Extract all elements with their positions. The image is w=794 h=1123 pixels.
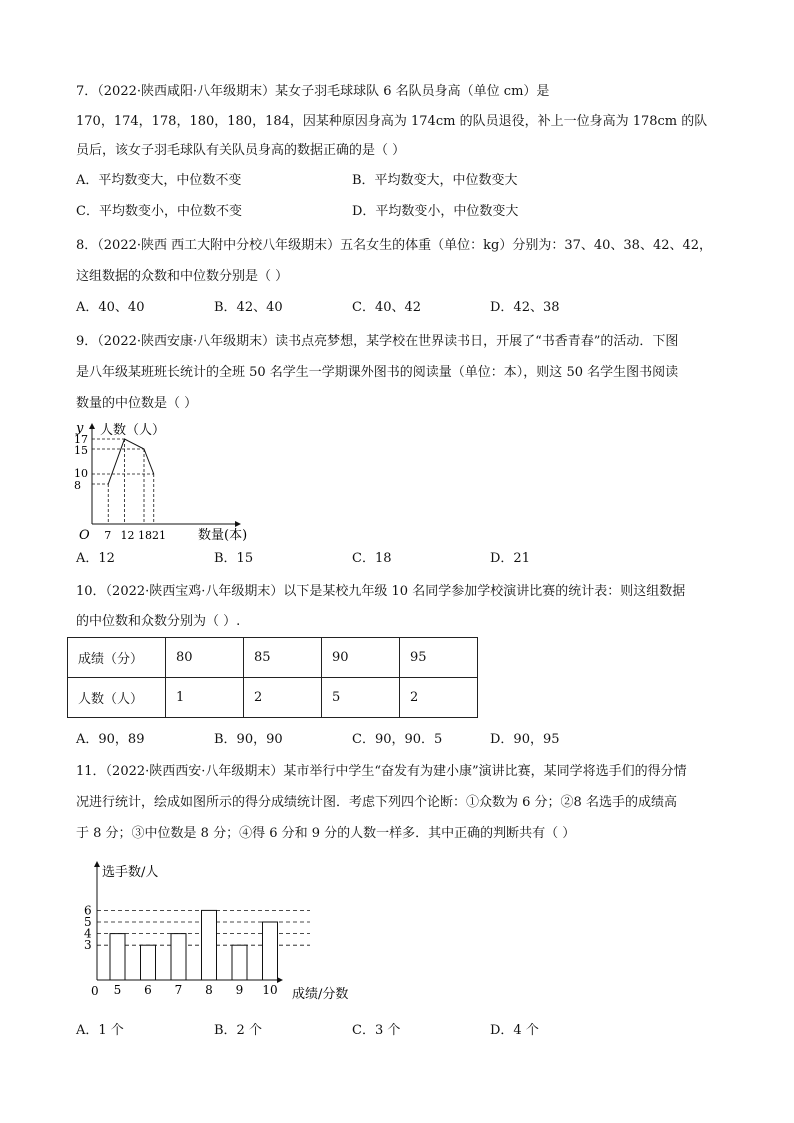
q9-stem-line1: 9．（2022·陕西安康·八年级期末）读书点亮梦想，某学校在世界读书日，开展了“书香青春”的活动．下图 — [76, 334, 679, 349]
q8-option-b[interactable]: B．42、40 — [214, 300, 283, 315]
q9-x-tick-label: 1821 — [138, 529, 166, 542]
q8-option-a[interactable]: A．40、40 — [76, 300, 145, 315]
q11-y-tick-label: 3 — [84, 938, 92, 953]
q11-bar — [171, 934, 186, 980]
q11-y-tick-label: 6 — [84, 903, 92, 918]
q11-origin-label: 0 — [91, 984, 99, 998]
q11-x-tick-label: 7 — [174, 983, 183, 997]
table-cell: 2 — [244, 678, 322, 718]
q9-y-tick-label: 10 — [74, 467, 88, 480]
q10-stem-line2: 的中位数和众数分别为（ ）. — [76, 614, 241, 629]
q11-stem-line2: 况进行统计，绘成如图所示的得分成绩统计图．考虑下列四个论断：①众数为 6 分；②8 名选手的成绩高 — [76, 795, 677, 810]
q9-stem-line2: 是八年级某班班长统计的全班 50 名学生一学期课外图书的阅读量（单位：本），则这 50 名学生图书阅读 — [76, 365, 679, 380]
q7-stem-line1: 7．（2022·陕西咸阳·八年级期末）某女子羽毛球球队 6 名队员身高（单位 cm）是 — [76, 84, 550, 99]
q7-stem-line3: 员后，该女子羽毛球队有关队员身高的数据正确的是（ ） — [76, 143, 406, 158]
table-cell: 80 — [166, 638, 244, 678]
q8-stem-line2: 这组数据的众数和中位数分别是（ ） — [76, 269, 289, 284]
q11-y-tick-label: 5 — [84, 915, 92, 929]
q9-y-label: 人数（人） — [100, 423, 166, 438]
table-cell: 5 — [322, 678, 400, 718]
q11-x-tick-label: 8 — [205, 983, 213, 997]
q11-option-d[interactable]: D．4 个 — [490, 1023, 539, 1038]
q11-option-c[interactable]: C．3 个 — [352, 1023, 401, 1038]
q11-x-tick-label: 6 — [144, 983, 152, 997]
q9-origin-label: O — [79, 528, 90, 543]
q9-x-label: 数量(本) — [198, 528, 248, 543]
q11-stem-line1: 11．（2022·陕西西安·八年级期末）某市举行中学生“奋发有为建小康”演讲比赛，某同学将选手们的得分情 — [76, 764, 687, 779]
q8-option-d[interactable]: D．42、38 — [490, 300, 560, 315]
table-cell: 95 — [400, 638, 478, 678]
q9-y-tick-label: 17 — [74, 433, 88, 446]
q11-bar — [232, 945, 247, 980]
table-cell: 成绩（分） — [68, 638, 166, 678]
q11-stem-line3: 于 8 分；③中位数是 8 分；④得 6 分和 9 分的人数一样多．其中正确的判断共有（ ） — [76, 826, 576, 841]
q10-score-table — [67, 637, 478, 718]
q9-option-c[interactable]: C．18 — [352, 551, 392, 566]
q7-option-d[interactable]: D．平均数变小，中位数变大 — [352, 204, 519, 219]
q10-stem-line1: 10．（2022·陕西宝鸡·八年级期末）以下是某校九年级 10 名同学参加学校演讲比赛的统计表：则这组数据 — [76, 584, 686, 599]
q11-bar — [141, 945, 156, 980]
q11-x-label: 成绩/分数 — [292, 987, 349, 1002]
table-row — [68, 678, 478, 718]
q11-bar — [202, 910, 217, 980]
q10-option-d[interactable]: D．90，95 — [490, 732, 560, 747]
q11-option-a[interactable]: A．1 个 — [76, 1023, 124, 1038]
q10-option-b[interactable]: B．90，90 — [214, 732, 283, 747]
q8-option-c[interactable]: C．40、42 — [352, 300, 422, 315]
q9-stem-line3: 数量的中位数是（ ） — [76, 396, 198, 411]
table-cell: 85 — [244, 638, 322, 678]
q9-y-tick-label: 15 — [74, 444, 88, 457]
q11-option-b[interactable]: B．2 个 — [214, 1023, 262, 1038]
q9-x-tick-label: 7 — [104, 529, 112, 542]
q9-option-d[interactable]: D．21 — [490, 551, 530, 566]
q11-x-tick-label: 10 — [262, 983, 278, 997]
table-cell: 2 — [400, 678, 478, 718]
table-cell: 1 — [166, 678, 244, 718]
q7-option-b[interactable]: B．平均数变大，中位数变大 — [352, 173, 518, 188]
q9-x-tick-label: 12 — [120, 529, 135, 542]
q9-series-line — [108, 439, 154, 484]
q11-x-tick-label: 5 — [113, 983, 122, 997]
q7-option-a[interactable]: A．平均数变大，中位数不变 — [76, 173, 242, 188]
q10-option-a[interactable]: A．90，89 — [76, 732, 145, 747]
table-cell: 人数（人） — [68, 678, 166, 718]
q7-stem-line2: 170，174，178，180，180，184，因某种原因身高为 174cm 的队员退役，补上一位身高为 178cm 的队 — [76, 114, 708, 129]
q11-bar — [110, 934, 125, 980]
table-row — [68, 638, 478, 678]
q10-option-c[interactable]: C．90，90．5 — [352, 732, 443, 747]
q9-line-chart — [70, 418, 260, 546]
q9-option-a[interactable]: A．12 — [76, 551, 115, 566]
q9-y-tick-label: 8 — [74, 479, 81, 492]
q8-stem-line1: 8．（2022·陕西 西工大附中分校八年级期末）五名女生的体重（单位：kg）分别为：37、40、38、42、42， — [76, 238, 713, 253]
q11-y-tick-label: 4 — [84, 926, 92, 941]
q9-y-letter: y — [76, 421, 84, 436]
q11-x-tick-label: 9 — [235, 983, 244, 997]
q11-bar — [263, 922, 278, 980]
table-cell: 90 — [322, 638, 400, 678]
q7-option-c[interactable]: C．平均数变小，中位数不变 — [76, 204, 242, 219]
q11-bar-chart — [82, 858, 372, 1006]
q9-option-b[interactable]: B．15 — [214, 551, 254, 566]
q11-y-label: 选手数/人 — [102, 865, 159, 880]
